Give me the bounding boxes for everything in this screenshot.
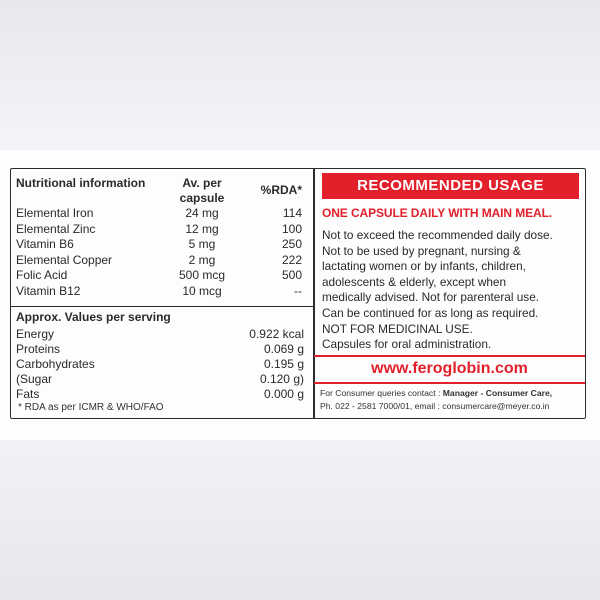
nutrient-rda: 100: [281, 221, 302, 236]
serving-row: [16, 327, 310, 342]
serving-value: 0.120 g): [259, 372, 304, 386]
serving-name: Proteins: [16, 342, 61, 356]
serving-value: 0.069 g: [263, 342, 304, 356]
serving-row: [16, 372, 310, 387]
contact-line-1: [320, 387, 582, 400]
contact-name: Manager - Consumer Care,: [442, 388, 553, 398]
usage-instructions: [322, 228, 584, 353]
nutrition-row: [16, 253, 310, 269]
usage-subhead: ONE CAPSULE DAILY WITH MAIN MEAL.: [322, 206, 553, 220]
serving-row: [16, 342, 310, 357]
nutrition-row: [16, 237, 310, 253]
serving-value: 0.922 kcal: [249, 327, 304, 341]
serving-value: 0.000 g: [263, 387, 304, 401]
red-rule-top: [314, 355, 585, 357]
nutrition-row: [16, 268, 310, 284]
nutrient-name: Vitamin B12: [16, 283, 81, 298]
nutrient-name: Elemental Copper: [16, 252, 113, 267]
nutrient-rda: --: [294, 283, 302, 298]
nutrient-rda: 114: [282, 206, 302, 220]
nutrition-rows: [16, 206, 310, 299]
package-top-edge: [0, 0, 600, 150]
nutrient-amount: 2 mg: [188, 252, 216, 267]
usage-line: medically advised. Not for parenteral use.: [322, 290, 540, 305]
nutrition-divider: [10, 306, 314, 307]
nutrient-amount: 24 mg: [185, 206, 219, 220]
usage-line: adolescents & elderly, except when: [322, 274, 507, 289]
contact-prefix: For Consumer queries contact :: [320, 388, 443, 398]
serving-name: Carbohydrates: [16, 357, 95, 371]
nutrient-name: Vitamin B6: [16, 237, 74, 251]
nutrient-name: Elemental Zinc: [16, 221, 96, 236]
usage-line: Not to be used by pregnant, nursing &: [322, 243, 521, 258]
serving-rows: [16, 327, 310, 402]
rda-header: %RDA*: [260, 183, 302, 197]
consumer-contact: [320, 387, 582, 413]
nutrition-row: [16, 206, 310, 222]
nutrient-rda: 250: [281, 237, 302, 251]
nutrient-rda: 500: [281, 268, 302, 282]
rda-footnote: * RDA as per ICMR & WHO/FAO: [18, 402, 164, 413]
usage-line: Capsules for oral administration.: [322, 337, 492, 352]
website-link[interactable]: www.feroglobin.com: [371, 360, 528, 377]
serving-name: Fats: [16, 387, 40, 401]
capsule-header: capsule: [179, 191, 225, 205]
nutrition-table: [16, 172, 310, 299]
package-bottom-edge: [0, 440, 600, 600]
usage-line: Not to exceed the recommended daily dose.: [322, 228, 553, 242]
serving-name: (Sugar: [16, 372, 53, 386]
serving-value: 0.195 g: [263, 357, 304, 371]
usage-header: RECOMMENDED USAGE: [322, 173, 579, 199]
nutrient-amount: 5 mg: [188, 237, 216, 251]
serving-title: Approx. Values per serving: [16, 310, 171, 324]
serving-row: [16, 387, 310, 402]
nutrient-name: Elemental Iron: [16, 206, 94, 220]
nutrient-amount: 500 mcg: [178, 268, 226, 282]
nutrition-row: [16, 284, 310, 300]
red-rule-bottom: [314, 382, 585, 384]
serving-name: Energy: [16, 327, 55, 341]
nutrition-title: Nutritional information: [16, 176, 146, 190]
header-spacer: [16, 191, 166, 206]
nutrient-amount: 10 mcg: [182, 283, 222, 298]
av-per-header: Av. per: [182, 176, 222, 190]
nutrition-row: [16, 222, 310, 238]
contact-line-2: Ph. 022 - 2581 7000/01, email : consumercare@meyer.co.in: [320, 401, 550, 411]
usage-line: Can be continued for as long as required.: [322, 305, 539, 320]
serving-row: [16, 357, 310, 372]
nutrient-name: Folic Acid: [16, 268, 68, 282]
nutrient-rda: 222: [281, 252, 302, 267]
usage-line: lactating women or by infants, children,: [322, 259, 526, 274]
nutrient-amount: 12 mg: [185, 221, 219, 236]
usage-line: NOT FOR MEDICINAL USE.: [322, 321, 473, 336]
